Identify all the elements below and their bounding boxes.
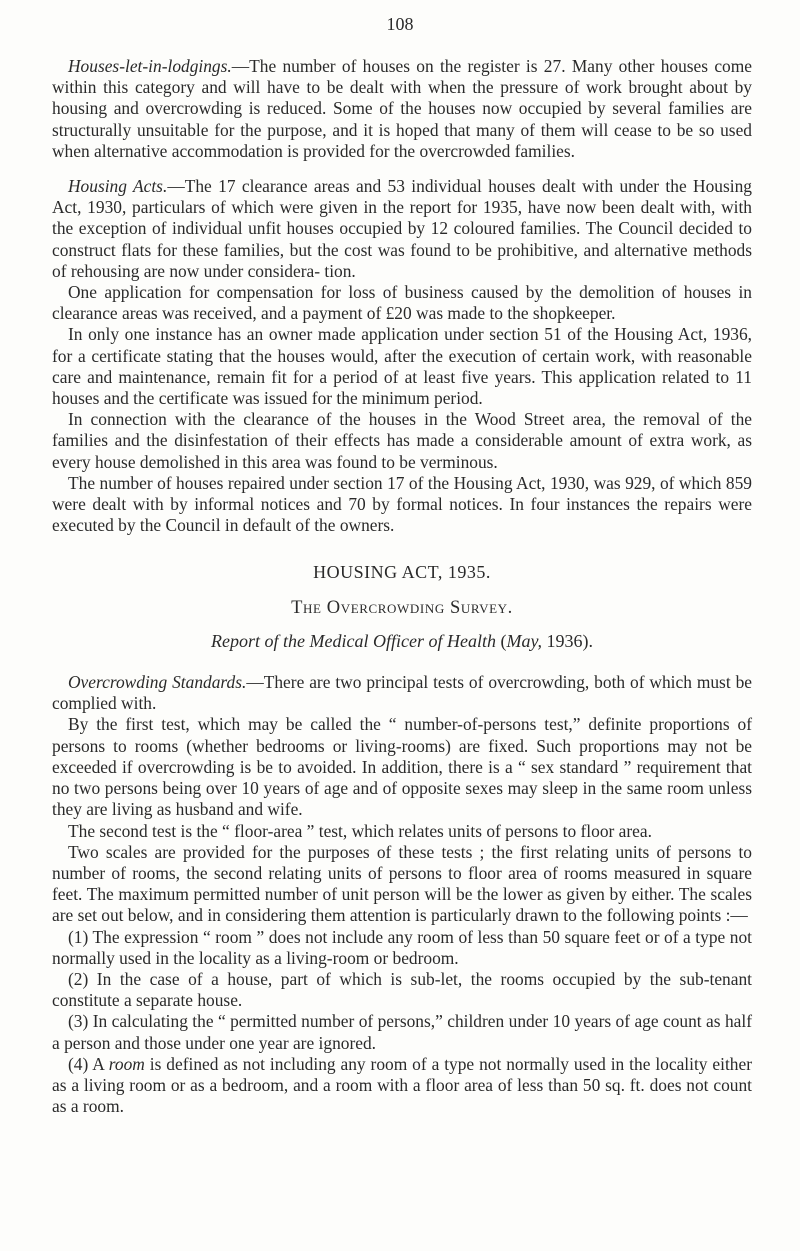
list-item: (2) In the case of a house, part of which is sub-let, the rooms occupied by the sub-tenant constitute a separate house. xyxy=(52,968,752,1011)
page-number: 108 xyxy=(386,14,414,34)
paragraph-houses-let-in-lodgings xyxy=(52,56,752,162)
paragraph-text: —There are two principal tests of overcrowding, both of which must be complied with. xyxy=(52,672,752,714)
list-item-text: is defined as not including any room of a type not normally used in the locality either as a living room or as a bedroom, and a room with a floor area of less than 50 sq. ft. does not count as a room. xyxy=(52,1053,752,1117)
report-title: Report of the Medical Officer of Health xyxy=(211,630,496,651)
paragraph-second-test: The second test is the “ floor-area ” test, which relates units of persons to floor area. xyxy=(68,820,652,841)
list-item: (3) In calculating the “ permitted number of persons,” children under 10 years of age count as half a person and those under one year are ignored. xyxy=(52,1011,752,1053)
paragraph-lead: Overcrowding Standards. xyxy=(68,672,247,693)
paragraph-text: —The number of houses on the register is 27. Many other houses come within this category and will have to be dealt with when the pressure of work brought about by housing and overcrowding is reduced. Some of the houses now occupied by several families are structurally unsuitable for the purpose, and it is hoped that many of them will cease to be so used when alternative accommodation is provided for the overcrowded families. xyxy=(52,56,752,161)
paragraph-text: —The 17 clearance areas and 53 individual houses dealt with under the Housing Act, 1930, particulars of which were given in the report for 1935, have now been dealt with, with the exception of individual unfit houses occupied by 12 coloured families. The Council decided to construct flats for these families, but the cost was found to be prohibitive, and alternative methods of rehousing are now under considera- tion. xyxy=(52,176,752,281)
paragraph-repaired-houses: The number of houses repaired under section 17 of the Housing Act, 1930, was 929, of which 859 were dealt with by informal notices and 70 by formal notices. In four instances the repairs were executed by the Council in default of the owners. xyxy=(52,472,752,536)
paragraph-overcrowding-standards xyxy=(52,672,752,714)
paragraph-lead: Houses-let-in-lodgings. xyxy=(68,56,232,76)
report-paren: ( xyxy=(495,630,507,651)
page-body xyxy=(52,56,752,1117)
list-item-emphasis: room xyxy=(108,1053,145,1074)
section-subheading: The Overcrowding Survey. xyxy=(291,597,513,618)
list-item: (1) The expression “ room ” does not include any room of less than 50 square feet or of a type not normally used in the locality as a living-room or bedroom. xyxy=(52,926,752,968)
report-month: May, xyxy=(506,630,542,651)
report-year: 1936). xyxy=(541,630,593,651)
paragraph-lead: Housing Acts. xyxy=(68,176,168,197)
paragraph-compensation: One application for compensation for loss of business caused by the demolition of houses in clearance areas was received, and a payment of £20 was made to the shopkeeper. xyxy=(52,282,752,324)
paragraph-wood-street: In connection with the clearance of the houses in the Wood Street area, the removal of the families and the disinfestation of their effects has made a considerable amount of extra work, as every house demolished in this area was found to be verminous. xyxy=(52,409,752,472)
paragraph-scales: Two scales are provided for the purposes of these tests ; the first relating units of persons to number of rooms, the second relating units of persons to floor area of rooms measured in square feet. The maximum permitted number of unit person will be the lower as given by either. The scales are set out below, and in considering them attention is particularly drawn to the following points :— xyxy=(52,841,752,926)
list-item xyxy=(52,1054,752,1118)
report-heading xyxy=(52,631,752,652)
list-item-text: (4) A xyxy=(68,1053,109,1074)
paragraph-housing-acts xyxy=(52,176,752,282)
points-list xyxy=(52,927,752,1118)
section-heading: HOUSING ACT, 1935. xyxy=(313,562,491,583)
paragraph-certificate: In only one instance has an owner made application under section 51 of the Housing Act, 1936, for a certificate stating that the houses would, after the execution of certain work, with reasonable care and maintenance, remain fit for a period of at least five years. This application related to 11 houses and the certificate was issued for the minimum period. xyxy=(52,324,752,409)
paragraph-first-test: By the first test, which may be called the “ number-of-persons test,” definite proportions of persons to rooms (whether bedrooms or living-rooms) are fixed. Such proportions may not be exceeded if overcrowding is be to avoided. In addition, there is a “ sex standard ” requirement that no two persons being over 10 years of age and of opposite sexes may sleep in the same room unless they are living as husband and wife. xyxy=(52,714,752,820)
